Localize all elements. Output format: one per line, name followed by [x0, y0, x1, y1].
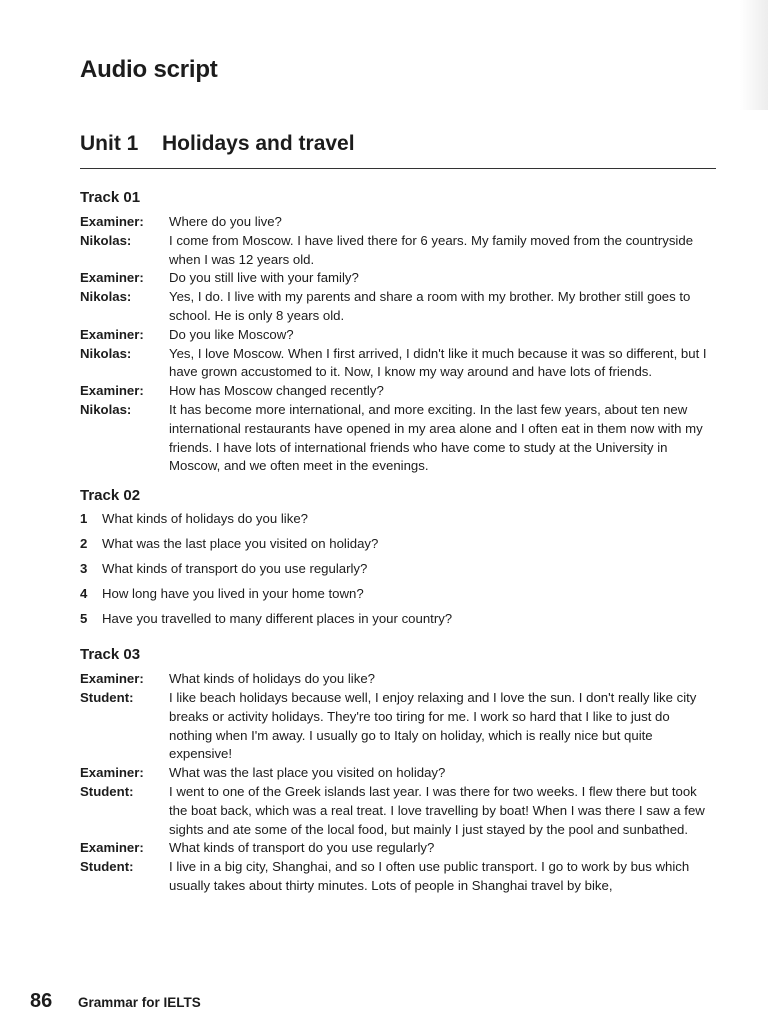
dialogue	[80, 213, 716, 476]
question-number: 3	[80, 561, 88, 577]
speaker-label: Nikolas:	[80, 345, 132, 361]
track-title: Track 01	[80, 189, 141, 206]
book-title: Grammar for IELTS	[78, 995, 201, 1010]
dialogue-line	[80, 326, 716, 345]
question-number: 2	[80, 536, 88, 552]
speech-text: I like beach holidays because well, I enjoy relaxing and I love the sun. I don't really like city breaks or activity holidays. They're too tiring for me. I work so hard that I like to just do nothing when I'm away. I usually go to Italy on holiday, which is really nice but quite expensive!	[169, 689, 697, 762]
dialogue-line	[80, 670, 716, 689]
script-content	[80, 188, 716, 906]
speech-text: What kinds of holidays do you like?	[169, 671, 375, 687]
dialogue-line	[80, 345, 716, 383]
speech-text: I come from Moscow. I have lived there for 6 years. My family moved from the countryside when I was 12 years old.	[169, 232, 694, 267]
question-text: What kinds of holidays do you like?	[102, 511, 308, 527]
speech-text: Yes, I do. I live with my parents and share a room with my brother. My brother still goes to school. He is only 8 years old.	[169, 289, 691, 323]
dialogue-line	[80, 858, 716, 896]
page-edge-shadow	[740, 0, 768, 110]
speech-text: It has become more international, and more exciting. In the last few years, about ten new international restaurants have opened in my area alone and I often eat in them now with my friends. I have lots of international friends who have come to study at the University in Moscow, and we often meet in the evenings.	[169, 401, 703, 474]
dialogue-line	[80, 382, 716, 401]
question-item	[80, 606, 716, 631]
question-item	[80, 531, 716, 556]
question-item	[80, 506, 716, 531]
dialogue-line	[80, 783, 716, 839]
track-title: Track 03	[80, 646, 141, 664]
question-text: Have you travelled to many different places in your country?	[102, 611, 453, 627]
speaker-label: Examiner:	[80, 214, 144, 229]
track-02	[80, 486, 716, 631]
speech-text: What was the last place you visited on holiday?	[169, 765, 446, 781]
track-03	[80, 645, 716, 896]
dialogue	[80, 670, 716, 896]
dialogue-line	[80, 213, 716, 232]
speaker-label: Examiner:	[80, 326, 144, 342]
speaker-label: Examiner:	[80, 765, 144, 781]
speech-text: Where do you live?	[169, 214, 282, 229]
dialogue-line	[80, 839, 716, 858]
dialogue-line	[80, 288, 716, 326]
dialogue-line	[80, 401, 716, 476]
question-text: What kinds of transport do you use regularly?	[102, 561, 368, 577]
dialogue-line	[80, 232, 716, 270]
speech-text: I went to one of the Greek islands last year. I was there for two weeks. I flew there but took the boat back, which was a real treat. I love travelling by boat! When I was there I saw a few sights and ate some of the local food, but mainly I just stayed by the pool and sunbathed.	[169, 783, 705, 837]
speech-text: What kinds of transport do you use regularly?	[169, 840, 435, 856]
dialogue-line	[80, 764, 716, 783]
speech-text: I live in a big city, Shanghai, and so I often use public transport. I go to work by bus which usually takes about thirty minutes. Lots of people in Shanghai travel by bike,	[169, 859, 690, 893]
speaker-label: Student:	[80, 783, 134, 799]
page-footer	[30, 990, 201, 1013]
speaker-label: Examiner:	[80, 270, 144, 286]
question-number: 4	[80, 586, 88, 602]
question-number: 1	[80, 511, 88, 527]
speaker-label: Nikolas:	[80, 232, 132, 248]
speech-text: Do you still live with your family?	[169, 270, 359, 286]
speaker-label: Examiner:	[80, 383, 144, 399]
unit-heading	[80, 132, 355, 156]
track-01	[80, 188, 716, 476]
question-number: 5	[80, 611, 88, 627]
speaker-label: Nikolas:	[80, 289, 132, 305]
speech-text: Do you like Moscow?	[169, 326, 294, 342]
dialogue-line	[80, 689, 716, 764]
question-item	[80, 581, 716, 606]
question-item	[80, 556, 716, 581]
speaker-label: Examiner:	[80, 671, 144, 687]
speaker-label: Examiner:	[80, 840, 144, 856]
question-list	[80, 506, 716, 631]
speech-text: Yes, I love Moscow. When I first arrived, I didn't like it much because it was so different, but I have grown accustomed to it. Now, I know my way around and have lots of friends.	[169, 345, 707, 380]
page-title: Audio script	[80, 56, 218, 83]
unit-number: Unit 1	[80, 132, 139, 155]
question-text: How long have you lived in your home town?	[102, 586, 364, 602]
track-title: Track 02	[80, 487, 141, 505]
unit-title: Holidays and travel	[162, 132, 355, 155]
unit-divider	[80, 168, 716, 169]
dialogue-line	[80, 269, 716, 288]
speaker-label: Nikolas:	[80, 401, 132, 417]
speaker-label: Student:	[80, 689, 134, 705]
speaker-label: Student:	[80, 859, 134, 875]
speech-text: How has Moscow changed recently?	[169, 383, 384, 399]
page-number: 86	[30, 990, 53, 1012]
question-text: What was the last place you visited on holiday?	[102, 536, 379, 552]
